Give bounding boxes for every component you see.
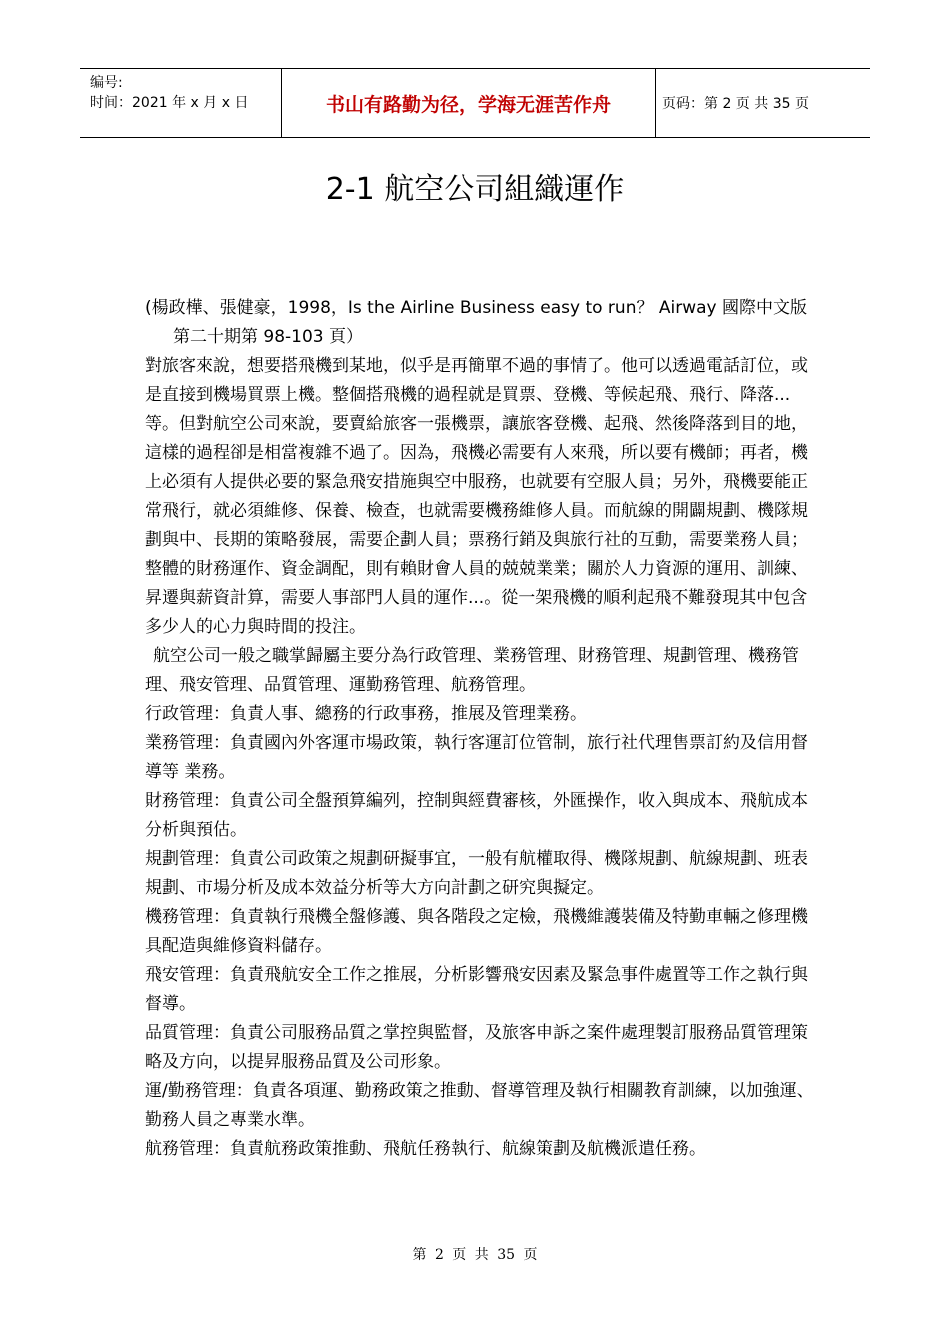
citation: (楊政樺、張健豪，1998，Is the Airline Business easy to run？ Airway 國際中文版第二十期第 98-103 頁） [145, 298, 808, 347]
header-motto-cell [282, 69, 656, 137]
page-footer: 第 2 页 共 35 页 [412, 1247, 538, 1263]
header-motto: 书山有路勤为径，学海无涯苦作舟 [325, 93, 611, 116]
header-page-number: 页码：第 2 页 共 35 页 [662, 96, 809, 112]
header-page-cell [656, 69, 870, 137]
page-header [80, 68, 870, 138]
time-label: 时间：2021 年 x 月 x 日 [90, 95, 249, 111]
header-info-cell [80, 69, 282, 137]
duty-item-quality: 品質管理：負責公司服務品質之掌控與監督，及旅客申訴之案件處理製訂服務品質管理策略及方向，以提昇服務品質及公司形象。 [145, 1023, 808, 1072]
body-paragraph: 航空公司一般之職掌歸屬主要分為行政管理、業務管理、財務管理、規劃管理、機務管理、飛安管理、品質管理、運勤務管理、航務管理。 [145, 646, 799, 695]
duty-item-flight-operations: 航務管理：負責航務政策推動、飛航任務執行、航線策劃及航機派遣任務。 [145, 1139, 706, 1159]
duty-item-business: 業務管理：負責國內外客運市場政策，執行客運訂位管制，旅行社代理售票訂約及信用督導等 業務。 [145, 733, 808, 782]
document-title: 2-1 航空公司組織運作 [325, 172, 625, 207]
document-body [145, 294, 817, 1164]
serial-label: 编号: [90, 75, 123, 91]
duty-item-ground-service: 運/勤務管理：負責各項運、勤務政策之推動、督導管理及執行相關教育訓練，以加強運、勤務人員之專業水準。 [145, 1081, 814, 1130]
duty-item-flight-safety: 飛安管理：負責飛航安全工作之推展，分析影響飛安因素及緊急事件處置等工作之執行與督導。 [145, 965, 808, 1014]
duty-item-finance: 財務管理：負責公司全盤預算編列，控制與經費審核，外匯操作，收入與成本、飛航成本分析與預估。 [145, 791, 808, 840]
duty-item-planning: 規劃管理：負責公司政策之規劃研擬事宜，一般有航權取得、機隊規劃、航線規劃、班表規劃、市場分析及成本效益分析等大方向計劃之研究與擬定。 [145, 849, 808, 898]
duty-item-administration: 行政管理：負責人事、總務的行政事務，推展及管理業務。 [145, 704, 587, 724]
body-paragraph: 對旅客來說，想要搭飛機到某地，似乎是再簡單不過的事情了。他可以透過電話訂位，或是直接到機場買票上機。整個搭飛機的過程就是買票、登機、等候起飛、飛行、降落...等。但對航空公司來說，要賣給旅客一張機票，讓旅客登機、起飛、然後降落到目的地，這樣的過程卻是相當複雜不過了。因為，飛機必需要有人來飛，所以要有機師；再者，機上必須有人提供必要的緊急飛安措施與空中服務，也就要有空服人員；另外，飛機要能正常飛行，就必須維修、保養、檢查，也就需要機務維修人員。而航線的開闢規劃、機隊規劃與中、長期的策略發展，需要企劃人員；票務行銷及與旅行社的互動，需要業務人員；整體的財務運作、資金調配，則有賴財會人員的兢兢業業；關於人力資源的運用、訓練、昇遷與薪資計算，需要人事部門人員的運作...。從一架飛機的順利起飛不難發現其中包含多少人的心力與時間的投注。 [145, 356, 808, 637]
duty-item-maintenance: 機務管理：負責執行飛機全盤修護、與各階段之定檢，飛機維護裝備及特勤車輛之修理機具配造與維修資料儲存。 [145, 907, 808, 956]
